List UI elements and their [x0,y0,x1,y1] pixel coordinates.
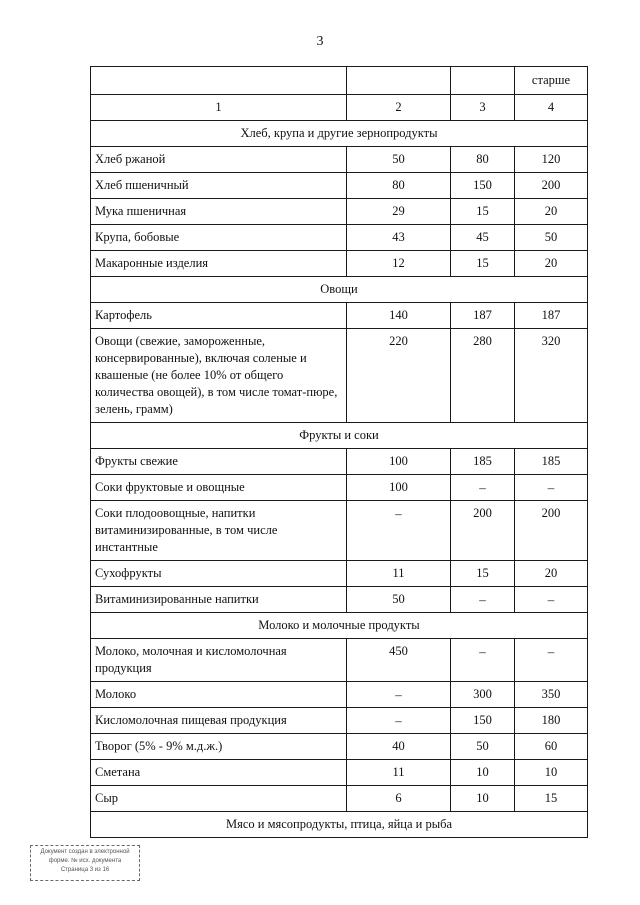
amount-value: 180 [515,708,588,734]
amount-value: 187 [515,303,588,329]
header-cell [451,67,515,95]
amount-value: – [515,587,588,613]
section-row [91,277,588,303]
table-top-header-row [91,67,588,95]
table-row [91,786,588,812]
section-title: Овощи [91,277,588,303]
amount-value: 10 [451,786,515,812]
amount-value: 11 [347,760,451,786]
amount-value: – [515,475,588,501]
section-row [91,613,588,639]
food-norms-table [90,66,588,838]
section-title: Молоко и молочные продукты [91,613,588,639]
amount-value: 43 [347,225,451,251]
amount-value: 20 [515,199,588,225]
header-cell-older: старше [515,67,588,95]
amount-value: 50 [451,734,515,760]
column-number: 2 [347,95,451,121]
amount-value: 280 [451,329,515,423]
product-name: Картофель [91,303,347,329]
table-row [91,708,588,734]
table-row [91,147,588,173]
amount-value: 20 [515,251,588,277]
section-row [91,812,588,838]
product-name: Молоко [91,682,347,708]
amount-value: 200 [451,501,515,561]
product-name: Макаронные изделия [91,251,347,277]
stamp-line: форме. № исх. документа [48,858,122,864]
amount-value: 11 [347,561,451,587]
section-title: Хлеб, крупа и другие зернопродукты [91,121,588,147]
amount-value: 29 [347,199,451,225]
amount-value: 100 [347,475,451,501]
product-name: Соки фруктовые и овощные [91,475,347,501]
stamp-line: Страница 3 из 16 [60,867,110,873]
product-name: Мука пшеничная [91,199,347,225]
product-name: Хлеб пшеничный [91,173,347,199]
amount-value: – [515,639,588,682]
table-row [91,682,588,708]
amount-value: 350 [515,682,588,708]
amount-value: 150 [451,173,515,199]
amount-value: 200 [515,501,588,561]
amount-value: 100 [347,449,451,475]
amount-value: 45 [451,225,515,251]
amount-value: 15 [515,786,588,812]
amount-value: 12 [347,251,451,277]
amount-value: 50 [347,587,451,613]
section-row [91,423,588,449]
amount-value: – [347,682,451,708]
amount-value: 185 [451,449,515,475]
amount-value: 120 [515,147,588,173]
amount-value: 15 [451,199,515,225]
amount-value: 6 [347,786,451,812]
product-name: Сыр [91,786,347,812]
table-row [91,734,588,760]
table-row [91,303,588,329]
amount-value: 50 [515,225,588,251]
amount-value: 15 [451,561,515,587]
amount-value: – [347,708,451,734]
table-row [91,561,588,587]
header-cell [91,67,347,95]
amount-value: 450 [347,639,451,682]
amount-value: 10 [451,760,515,786]
table-row [91,251,588,277]
section-title: Фрукты и соки [91,423,588,449]
column-number: 4 [515,95,588,121]
product-name: Витаминизированные напитки [91,587,347,613]
amount-value: 50 [347,147,451,173]
amount-value: 20 [515,561,588,587]
amount-value: – [347,501,451,561]
amount-value: 150 [451,708,515,734]
amount-value: – [451,639,515,682]
table-row [91,199,588,225]
product-name: Творог (5% - 9% м.д.ж.) [91,734,347,760]
section-row [91,121,588,147]
amount-value: 140 [347,303,451,329]
stamp-line: Документ создан в электронной [40,849,130,855]
product-name: Соки плодоовощные, напитки витаминизированные, в том числе инстантные [91,501,347,561]
amount-value: 80 [451,147,515,173]
table-row [91,225,588,251]
product-name: Сметана [91,760,347,786]
amount-value: 10 [515,760,588,786]
product-name: Сухофрукты [91,561,347,587]
product-name: Фрукты свежие [91,449,347,475]
amount-value: 220 [347,329,451,423]
table-row [91,475,588,501]
document-stamp [30,845,140,881]
amount-value: 60 [515,734,588,760]
table-row [91,329,588,423]
amount-value: 200 [515,173,588,199]
column-number: 1 [91,95,347,121]
product-name: Кисломолочная пищевая продукция [91,708,347,734]
product-name: Молоко, молочная и кисломолочная продукция [91,639,347,682]
amount-value: – [451,587,515,613]
table-row [91,173,588,199]
table-row [91,501,588,561]
amount-value: 15 [451,251,515,277]
header-cell [347,67,451,95]
product-name: Крупа, бобовые [91,225,347,251]
column-number: 3 [451,95,515,121]
table-row [91,639,588,682]
amount-value: 40 [347,734,451,760]
amount-value: 80 [347,173,451,199]
amount-value: 185 [515,449,588,475]
amount-value: – [451,475,515,501]
product-name: Овощи (свежие, замороженные, консервированные), включая соленые и квашеные (не более 10% от общего количества овощей), в том числе томат-пюре, зелень, грамм) [91,329,347,423]
amount-value: 320 [515,329,588,423]
amount-value: 187 [451,303,515,329]
product-name: Хлеб ржаной [91,147,347,173]
table-row [91,760,588,786]
table-row [91,449,588,475]
section-title: Мясо и мясопродукты, птица, яйца и рыба [91,812,588,838]
column-numbers-row [91,95,588,121]
page-number: 3 [316,34,324,49]
table-row [91,587,588,613]
amount-value: 300 [451,682,515,708]
